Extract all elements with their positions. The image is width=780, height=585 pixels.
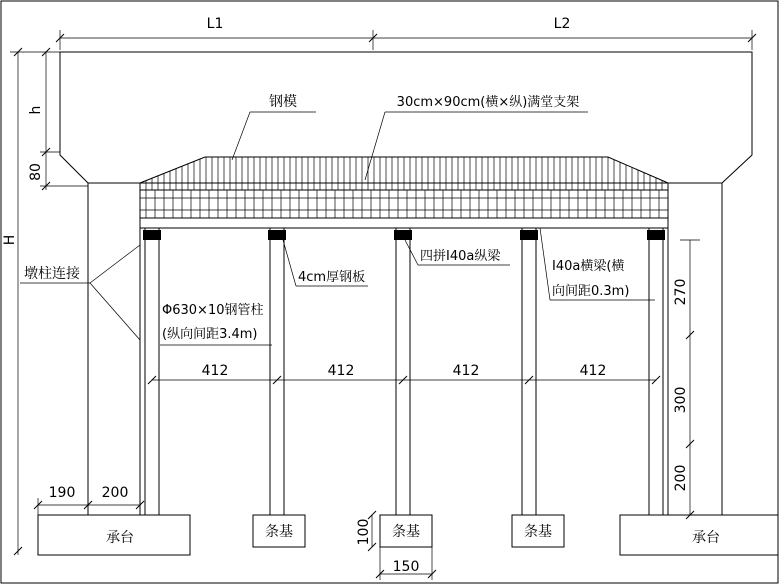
- label-steel-pipe-column: Φ630×10钢管柱: [162, 303, 264, 318]
- column-spacing-dimensions: [148, 363, 660, 384]
- dim-80: 80: [28, 163, 44, 181]
- label-cap-right: 承台: [692, 530, 720, 546]
- spacing-1: 412: [201, 363, 229, 379]
- steel-plate: [520, 230, 538, 240]
- spacing-2: 412: [327, 363, 355, 379]
- label-strip-2: 条基: [392, 524, 420, 540]
- steel-pipe-column: [143, 228, 161, 515]
- cross-beam: [140, 218, 668, 228]
- steel-plate: [268, 230, 286, 240]
- steel-plate: [143, 230, 161, 240]
- label-steel-formwork: 钢模: [269, 94, 297, 110]
- label-steel-plate: 4cm厚钢板: [298, 270, 366, 285]
- span-l1-label: L1: [206, 16, 224, 32]
- span-dimension: [56, 16, 756, 50]
- label-cross-beam-1: I40a横梁(横: [552, 259, 625, 274]
- dim-270: 270: [673, 278, 689, 306]
- steel-formwork: [140, 157, 668, 190]
- steel-plate: [394, 230, 412, 240]
- label-full-scaffold: 30cm×90cm(横×纵)满堂支架: [396, 95, 580, 110]
- steel-pipe-column: [268, 228, 286, 515]
- label-strip-1: 条基: [265, 524, 293, 540]
- dim-190: 190: [48, 485, 76, 501]
- full-scaffold: [140, 190, 668, 218]
- dim-200: 200: [673, 464, 689, 492]
- box-girder-outline: [60, 52, 752, 183]
- bottom-left-dimensions: [34, 485, 144, 515]
- left-pier: [88, 183, 140, 515]
- label-cross-beam-2: 向间距0.3m): [552, 284, 630, 299]
- steel-plate: [647, 230, 665, 240]
- label-longitudinal-beam: 四拼I40a纵梁: [420, 249, 501, 264]
- label-pier-connection: 墩柱连接: [24, 266, 80, 282]
- label-cap-left: 承台: [106, 530, 134, 546]
- spacing-4: 412: [579, 363, 607, 379]
- dim-h: h: [28, 105, 44, 115]
- dim-100: 100: [356, 518, 372, 546]
- dim-150: 150: [392, 559, 420, 575]
- strip-foundation-dimensions: [356, 511, 436, 580]
- steel-pipe-column: [394, 228, 412, 515]
- label-steel-pipe-spacing: (纵向间距3.4m): [162, 327, 258, 342]
- dim-200-bottom: 200: [101, 485, 129, 501]
- spacing-3: 412: [452, 363, 480, 379]
- steel-pipe-column: [647, 228, 665, 515]
- steel-pipe-column: [520, 228, 538, 515]
- label-strip-3: 条基: [524, 524, 552, 540]
- dim-300: 300: [673, 386, 689, 414]
- left-vertical-dimensions: [2, 48, 88, 555]
- span-l2-label: L2: [553, 16, 571, 32]
- right-vertical-dimensions: [673, 240, 700, 519]
- dim-H: H: [2, 234, 18, 246]
